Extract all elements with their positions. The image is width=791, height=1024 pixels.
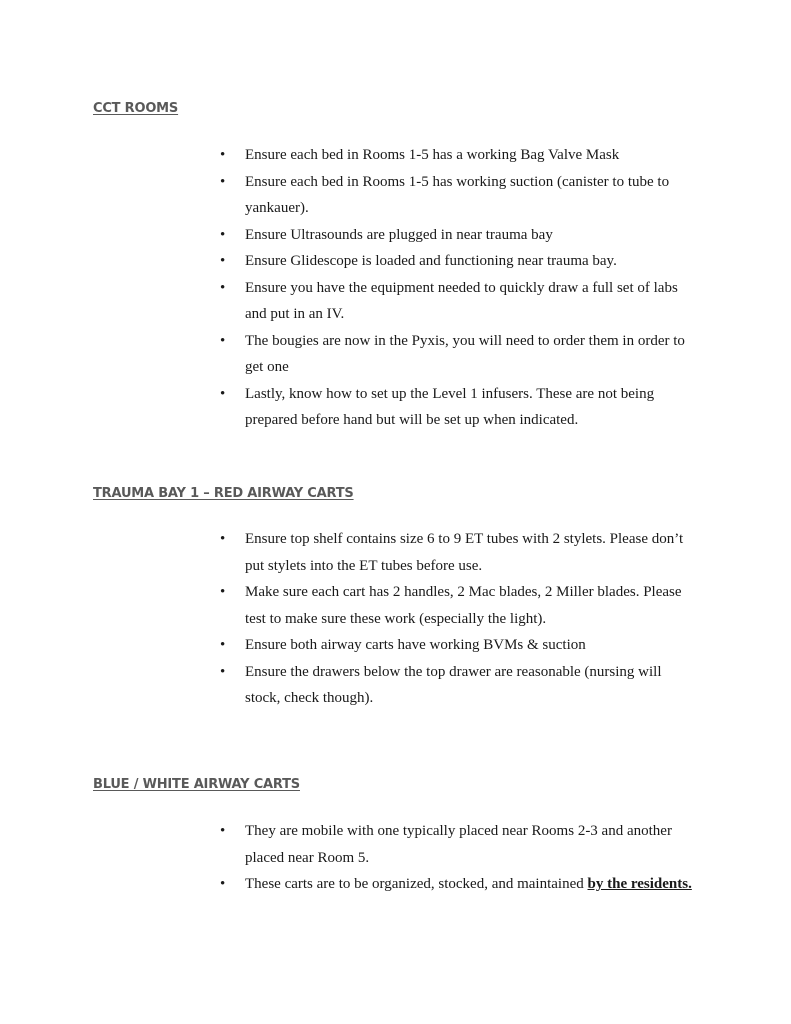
- bullet: •: [220, 147, 226, 163]
- list-item: [218, 328, 698, 381]
- list-item-text: Ensure top shelf contains size 6 to 9 ET tubes with 2 stylets. Please don’t put stylets into the ET tubes before use.: [245, 531, 684, 574]
- bullet: •: [220, 637, 226, 653]
- bullet: •: [220, 332, 226, 349]
- blue-white-carts-list: [218, 818, 698, 898]
- bullet: •: [220, 226, 226, 243]
- list-item-text: Ensure Ultrasounds are plugged in near trauma bay: [245, 226, 553, 243]
- bullet: •: [220, 584, 226, 600]
- list-item: [218, 169, 698, 222]
- list-item-text: Ensure you have the equipment needed to quickly draw a full set of labs and put in an IV.: [245, 279, 678, 322]
- bullet: •: [220, 385, 226, 402]
- list-item: [218, 381, 698, 434]
- section-heading-cct-rooms: CCT ROOMS: [93, 101, 179, 116]
- list-item: [218, 222, 698, 249]
- list-item-text: Ensure each bed in Rooms 1-5 has a working Bag Valve Mask: [245, 147, 620, 163]
- list-item: [218, 818, 698, 871]
- list-item: [218, 871, 698, 898]
- list-item-text: Ensure both airway carts have working BVMs & suction: [245, 637, 586, 653]
- trauma-bay-list: [218, 526, 698, 712]
- list-item: [218, 142, 698, 169]
- list-item-text: Ensure Glidescope is loaded and functioning near trauma bay.: [245, 253, 617, 269]
- list-item: [218, 275, 698, 328]
- list-item: [218, 579, 698, 632]
- list-item-text: Ensure each bed in Rooms 1-5 has working suction (canister to tube to yankauer).: [245, 173, 670, 216]
- bullet: •: [220, 823, 226, 839]
- section-heading-trauma-bay: TRAUMA BAY 1 – RED AIRWAY CARTS: [93, 486, 354, 501]
- cct-rooms-list: [218, 142, 698, 434]
- list-item-text: These carts are to be organized, stocked, and maintained: [245, 876, 588, 892]
- list-item-text: Ensure the drawers below the top drawer are reasonable (nursing will stock, check though).: [245, 663, 662, 706]
- bullet: •: [220, 876, 226, 892]
- emphasis-text: by the residents.: [587, 876, 692, 892]
- list-item-text: They are mobile with one typically placed near Rooms 2-3 and another placed near Room 5.: [245, 823, 672, 866]
- bullet: •: [220, 531, 226, 547]
- section-heading-blue-white-carts: BLUE / WHITE AIRWAY CARTS: [93, 777, 300, 792]
- list-item: [218, 248, 698, 275]
- list-item: [218, 632, 698, 659]
- bullet: •: [220, 663, 226, 680]
- bullet: •: [220, 173, 226, 190]
- bullet: •: [220, 279, 226, 296]
- list-item: [218, 659, 698, 712]
- list-item-text: Lastly, know how to set up the Level 1 infusers. These are not being prepared before hand but will be set up when indicated.: [245, 385, 655, 428]
- list-item-text: The bougies are now in the Pyxis, you will need to order them in order to get one: [245, 332, 685, 375]
- bullet: •: [220, 253, 226, 269]
- list-item-text: Make sure each cart has 2 handles, 2 Mac blades, 2 Miller blades. Please test to make sure these work (especially the light).: [245, 584, 682, 627]
- list-item: [218, 526, 698, 579]
